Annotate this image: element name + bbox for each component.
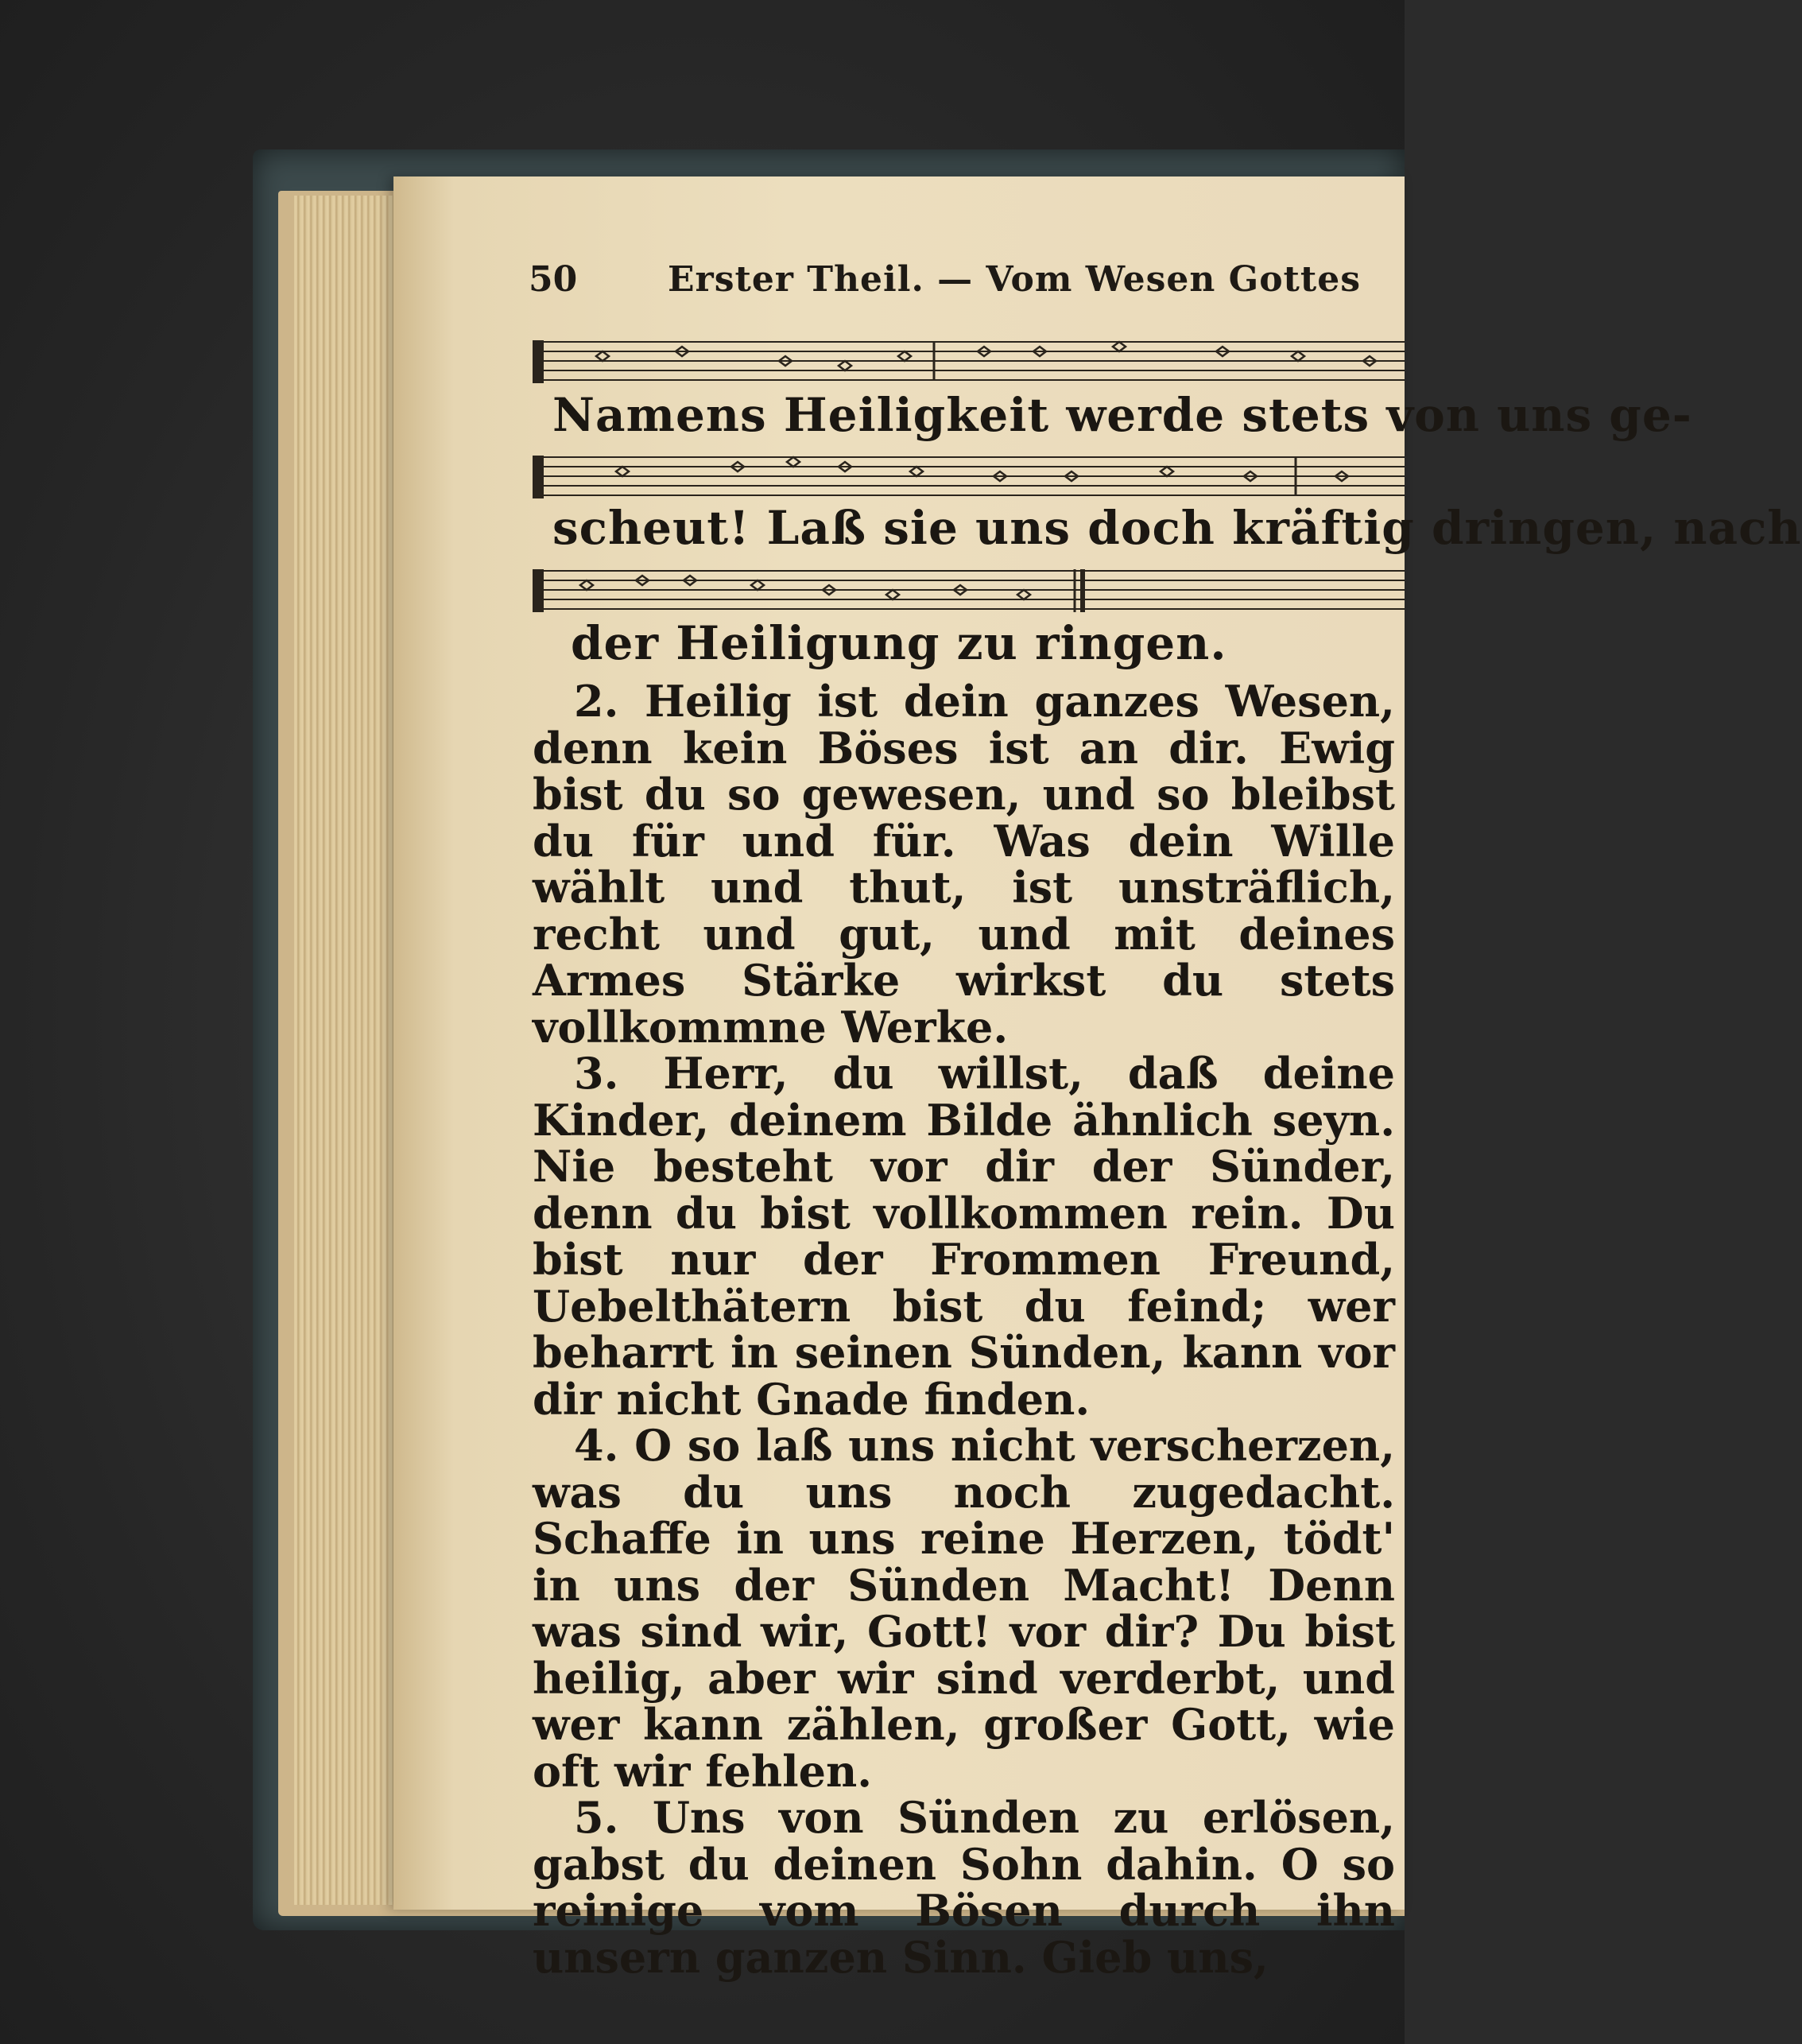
verses-body [533, 676, 1395, 1983]
page-header [529, 259, 1395, 307]
page-number: 50 [529, 259, 578, 300]
lyric-line-3: der Heiligung zu ringen. [571, 616, 1227, 670]
verse-4: 4. O so laß uns nicht verscherzen, was du uns noch zugedacht. Schaffe in uns reine Herzen, tödt' in uns der Sünden Macht! Denn was sind wir, Gott! vor dir? Du bist heilig, aber wir sind verderbt, und wer kann zählen, großer Gott, wie oft wir fehlen. [533, 1420, 1395, 1797]
music-staff-3 [533, 563, 1405, 620]
music-staff-2 [533, 449, 1405, 506]
lyric-line-2: scheut! Laß sie uns doch kräftig dringen, nach [552, 501, 1802, 555]
lyric-line-1: Namens Heiligkeit werde stets von uns ge- [552, 388, 1692, 442]
music-staff-1 [533, 334, 1405, 391]
verse-3: 3. Herr, du willst, daß deine Kinder, deinem Bilde ähnlich seyn. Nie besteht vor dir der Sünder, denn du bist vollkommen rein. Du bist nur der Frommen Freund, Uebelthätern bist du feind; wer beharrt in seinen Sünden, kann vor dir nicht Gnade finden. [533, 1048, 1395, 1425]
verse-5: 5. Uns von Sünden zu erlösen, gabst du deinen Sohn dahin. O so reinige vom Bösen durch ihn unsern ganzen Sinn. Gieb uns, [533, 1792, 1395, 1983]
verse-2: 2. Heilig ist dein ganzes Wesen, denn kein Böses ist an dir. Ewig bist du so gewesen, und so bleibst du für und für. Was dein Wille wählt und thut, ist unsträflich, recht und gut, und mit deines Armes Stärke wirkst du stets vollkommne Werke. [533, 676, 1395, 1053]
running-head: Erster Theil. — Vom Wesen Gottes [668, 259, 1361, 300]
